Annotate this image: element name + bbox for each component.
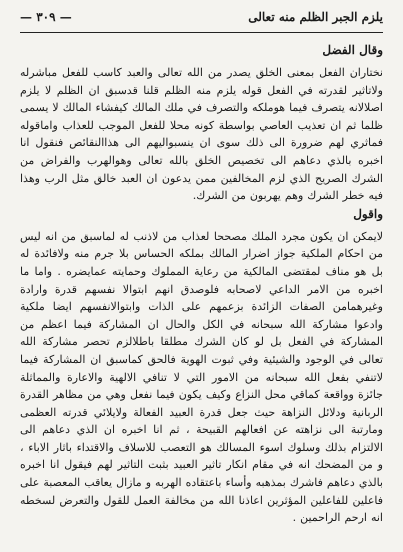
- paragraph-aqul: لايمكن ان يكون مجرد الملك مصححا لعذاب من لاذنب له لماسبق من انه ليس من احكام الملكية جواز اضرار المالك بملكه الحساس بلا جرم منه ولافائدة له بل هو مناف لمقتضى المالكية من رعاية المملوك وحمايته عمايضره . واما ما اخبره من الامر الداعي لاصحابه فلوصدق انهم ابتوالا نفسهم قدرة وارادة وغيرهمامن الصفات الزائدة بزعمهم على الذات وابتوالانفسهم ايضا ملكية وادعوا مشاركة الله سبحانه في الكل والحال ان المشاركة فيما اعظم من المشاركة في الفعل بل لو كان الشرك مطلقا باطلالزم تحصر مشاركة الله تعالى في الوجود والشيئية وفي ثبوت الهوية فالحق كماسبق ان المشاركة فيما لاتنفي بفعل الله سبحانه من الامور التي لا تنافي الالهية والاعارة والمماثلة جائزة وواقعة كماقي محل النزاع وكيف يكون فيما نفعل وهي من مظاهر القدرة الربانية ودلائل النزاهة حيث جعل قدرة العبيد الفعالة ولايلائي قدرته العظمى ومارتبة الى نزاهته عن افعالهم القبيحة ، ثم انا اخبره ان الذي دعاهم الى الالتزام بذلك وسلوك اسوء المسالك هو التعصب للاسلاف والاقتداء باثار الاباء ، و من المضحك انه في مقام انكار تاثير العبيد بثبت التاثير لهم فيقول انا اخبره بالذي دعاهم فاشرك بمذهبه وأساء باعتقاده الهربه و مازال يعاقب المعصبة على فاعلين للفاعلين المؤثرين اعاذنا الله من مخالفة العمل للقول والتعرض لسخطه انه ارحم الراحمين .: [20, 229, 383, 525]
- section-heading-aqul: واقول: [353, 206, 383, 221]
- page-number: — ٣٠٩ —: [20, 10, 72, 24]
- running-title: يلزم الجبر الظلم منه تعالى: [248, 10, 383, 24]
- paragraph-fadl: نختاران الفعل بمعنى الخلق يصدر من الله تعالى والعبد كاسب للفعل مباشرله ولاتاثير لقدرته في الفعل قوله يلزم منه الظلم قلنا قدسبق ان الظلم لا يلزم اصلالانه يتصرف فيما هوملكه والتصرف في ملك المالك كيفشاء المالك لا يسمى ظلما ثم ان تعذيب العاصي بواسطة كونه محلا للفعل الموجب للعذاب واماقوله فماثري لهم ضرورة الى ذلك سوى ان ينسبواليهم الى هذاالنقائص فنقول انا اخبره بالذي دعاهم الى تخصيص الخلق بالله تعالى وهوالهرب والفراض من الشرك الصريح الذي لزم المخالفين ممن يدعون ان العبد خالق مثل الرب وهذا فيه خطر الشرك وهم يهربون من الشرك.: [20, 66, 383, 203]
- page-header: [20, 8, 383, 26]
- page-content: [20, 33, 383, 527]
- section-heading-fadl: وقال الفضل: [322, 43, 383, 57]
